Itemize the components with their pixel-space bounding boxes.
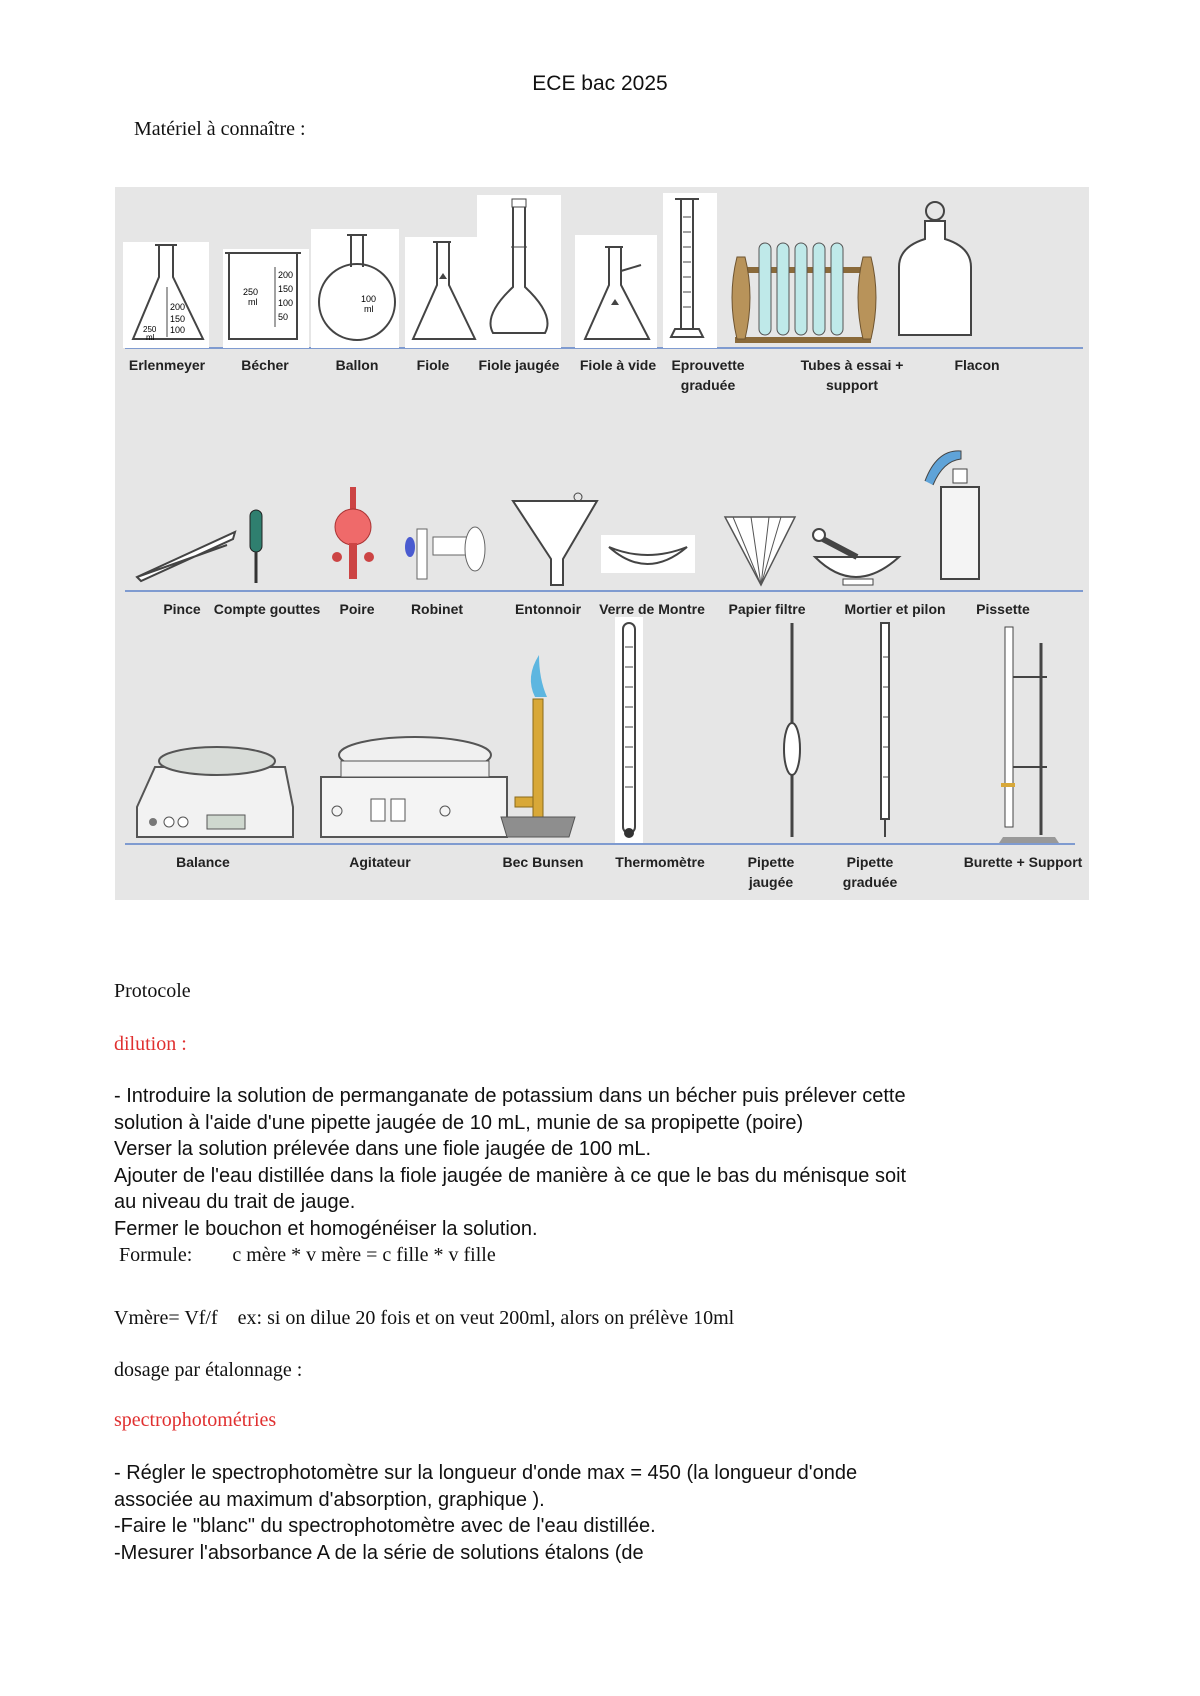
compte-gouttes-icon [250,510,262,583]
label-becher: Bécher [241,357,289,373]
glass-mark: 150 [170,314,186,324]
spectro-heading: spectrophotométries [114,1409,277,1431]
glass-mark: 200 [278,270,294,280]
pissette-icon [925,451,979,579]
spectro-line: -Mesurer l'absorbance A de la série de solutions étalons (de [114,1541,644,1564]
glass-mark: ml [364,304,374,314]
label-fiole-a-vide: Fiole à vide [579,357,657,373]
spectro-line: associée au maximum d'absorption, graphique ). [114,1488,545,1511]
label-graduee: graduée [680,377,736,393]
becher-icon [223,249,309,348]
pipette-graduee-icon [881,623,889,837]
label-support: support [825,377,879,393]
balance-icon [137,747,293,837]
label-fiole-jaugee: Fiole jaugée [478,357,560,373]
erlenmeyer-icon [123,242,209,348]
glass-mark: 100 [278,298,294,308]
glass-mark: 150 [278,284,294,294]
dilution-line: Verser la solution prélevée dans une fiole jaugée de 100 mL. [114,1138,652,1160]
label-eprouvette: Eprouvette [671,357,745,373]
glass-mark: 50 [278,312,289,322]
thermometre-icon [615,617,643,843]
label-pipette: Pipette [747,854,795,870]
label-verre-de-montre: Verre de Montre [599,601,705,617]
spectro-line: - Régler le spectrophotomètre sur la longueur d'onde max = 450 (la longueur d'onde [114,1462,858,1484]
label-fiole: Fiole [416,357,450,373]
dilution-heading: dilution : [114,1033,187,1055]
label-compte-gouttes: Compte gouttes [213,601,321,617]
dilution-line: au niveau du trait de jauge. [114,1191,356,1213]
robinet-icon [405,527,485,579]
spectro-line: -Faire le "blanc" du spectrophotomètre avec de l'eau distillée. [114,1515,656,1537]
dilution-line: - Introduire la solution de permanganate de potassium dans un bécher puis prélever cette [114,1085,906,1107]
label-papier-filtre: Papier filtre [728,601,806,617]
dilution-line: Fermer le bouchon et homogénéiser la solution. [114,1217,538,1240]
lab-equipment-figure [115,187,1089,900]
glass-mark: ml [248,297,258,307]
label-pince: Pince [163,601,201,617]
label-entonnoir: Entonnoir [514,601,582,617]
entonnoir-icon [513,493,597,585]
spectro-paragraph [114,1460,1094,1566]
glass-mark: 100 [361,294,377,304]
label-erlenmeyer: Erlenmeyer [128,357,206,373]
label-poire: Poire [339,601,375,617]
glass-mark: 100 [170,325,186,335]
label-jaugee: jaugée [748,874,794,890]
flacon-icon [899,199,971,348]
glass-mark: 200 [170,302,186,312]
label-burette-support: Burette + Support [963,854,1083,870]
label-tubes-a-essai: Tubes à essai + [800,357,904,373]
label-graduee: graduée [842,874,898,890]
label-robinet: Robinet [410,601,464,617]
burette-support-icon [999,627,1059,843]
pince-icon [137,532,235,581]
pipette-jaugee-icon [784,623,800,837]
page-title: ECE bac 2025 [532,72,668,95]
glass-mark: 250 [143,325,157,334]
verre-de-montre-icon [601,535,695,573]
label-flacon: Flacon [954,357,1000,373]
label-thermometre: Thermomètre [615,854,705,870]
label-mortier-et-pilon: Mortier et pilon [844,601,946,617]
bec-bunsen-icon [501,655,575,837]
formula-line: Formule: c mère * v mère = c fille * v fille [114,1244,496,1266]
dosage-heading: dosage par étalonnage : [114,1359,303,1381]
fiole-jaugee-icon [477,195,561,348]
dilution-line: Ajouter de l'eau distillée dans la fiole jaugée de manière à ce que le bas du ménisque soit [114,1164,907,1187]
agitateur-icon [321,737,507,837]
label-pissette: Pissette [976,601,1030,617]
vmere-line: Vmère= Vf/f ex: si on dilue 20 fois et on veut 200ml, alors on prélève 10ml [114,1307,735,1329]
poire-icon [332,487,374,579]
tubes-a-essai-support-icon [723,243,891,348]
dilution-line: solution à l'aide d'une pipette jaugée de 10 mL, munie de sa propipette (poire) [114,1111,804,1134]
glass-mark: 250 [243,287,259,297]
protocol-heading: Protocole [114,980,191,1002]
mortier-et-pilon-icon [813,529,899,585]
section-subtitle: Matériel à connaître : [134,118,306,140]
label-ballon: Ballon [335,357,379,373]
eprouvette-graduee-icon [663,193,717,348]
dilution-paragraph [114,1083,1094,1269]
label-bec-bunsen: Bec Bunsen [502,854,584,870]
ballon-icon [311,229,399,348]
fiole-a-vide-icon [575,235,657,348]
label-agitateur: Agitateur [349,854,411,870]
fiole-icon [405,237,481,348]
papier-filtre-icon [725,517,795,585]
glass-mark: ml [146,333,155,342]
label-balance: Balance [176,854,230,870]
label-pipette: Pipette [846,854,894,870]
